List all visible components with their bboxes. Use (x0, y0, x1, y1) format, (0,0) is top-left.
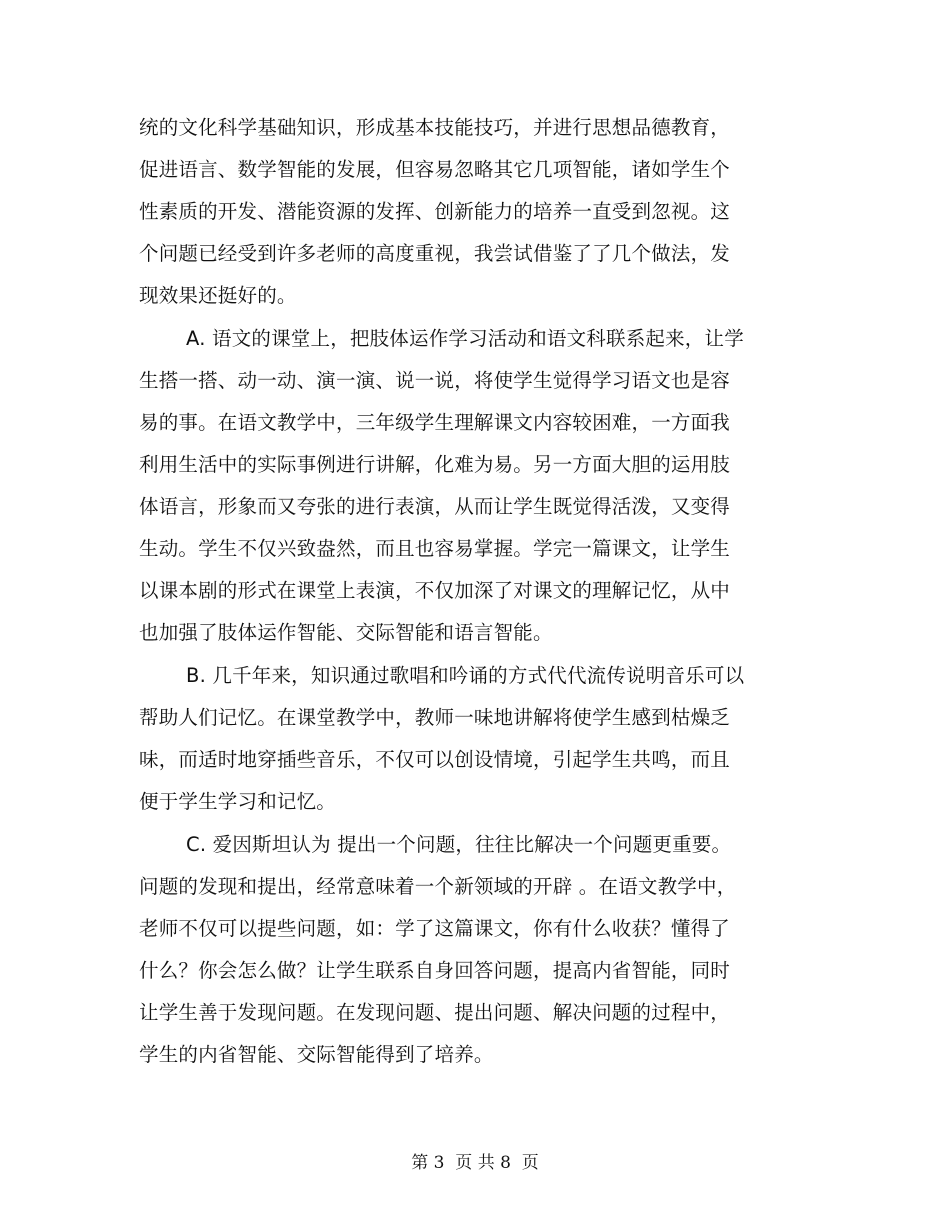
body-text-line: 现效果还挺好的。 (139, 284, 297, 307)
body-text-line: 让学生善于发现问题。在发现问题、提出问题、解决问题的过程中， (139, 1001, 731, 1024)
body-text-line: 统的文化科学基础知识，形成基本技能技巧，并进行思想品德教育， (139, 116, 731, 139)
body-text-line: 以课本剧的形式在课堂上表演，不仅加深了对课文的理解记忆，从中 (139, 579, 731, 602)
body-text-line: 易的事。在语文教学中，三年级学生理解课文内容较困难，一方面我 (139, 411, 731, 434)
body-text-line: 味，而适时地穿插些音乐，不仅可以创设情境，引起学生共鸣，而且 (139, 748, 731, 771)
body-text-line: 利用生活中的实际事例进行讲解，化难为易。另一方面大胆的运用肢 (139, 453, 731, 476)
body-text-line: 体语言，形象而又夸张的进行表演，从而让学生既觉得活泼，又变得 (139, 495, 731, 518)
body-text-line: 也加强了肢体运作智能、交际智能和语言智能。 (139, 621, 553, 644)
body-text-line: 什么？你会怎么做？让学生联系自身回答问题，提高内省智能，同时 (139, 959, 731, 982)
body-text-line: 生搭一搭、动一动、演一演、说一说，将使学生觉得学习语文也是容 (139, 369, 731, 392)
paragraph-c-first-line: C. 爱因斯坦认为 提出一个问题，往往比解决一个问题更重要。 (186, 833, 732, 856)
body-text-line: 性素质的开发、潜能资源的发挥、创新能力的培养一直受到忽视。这 (139, 200, 731, 223)
paragraph-a-first-line: A. 语文的课堂上，把肢体运作学习活动和语文科联系起来，让学 (186, 327, 744, 350)
body-text-line: 问题的发现和提出，经常意味着一个新领域的开辟 。在语文教学中， (139, 875, 737, 898)
body-text-line: 学生的内省智能、交际智能得到了培养。 (139, 1043, 494, 1066)
body-text-line: 老师不仅可以提些问题，如：学了这篇课文，你有什么收获？懂得了 (139, 917, 731, 940)
paragraph-b-first-line: B. 几千年来，知识通过歌唱和吟诵的方式代代流传说明音乐可以 (186, 664, 745, 687)
body-text-line: 生动。学生不仅兴致盎然，而且也容易掌握。学完一篇课文，让学生 (139, 537, 731, 560)
body-text-line: 帮助人们记忆。在课堂教学中，教师一味地讲解将使学生感到枯燥乏 (139, 706, 731, 729)
body-text-line: 促进语言、数学智能的发展，但容易忽略其它几项智能，诸如学生个 (139, 158, 731, 181)
page-number-footer: 第 3 页 共 8 页 (411, 1153, 539, 1173)
body-text-line: 个问题已经受到许多老师的高度重视，我尝试借鉴了了几个做法，发 (139, 242, 731, 265)
body-text-line: 便于学生学习和记忆。 (139, 790, 337, 813)
